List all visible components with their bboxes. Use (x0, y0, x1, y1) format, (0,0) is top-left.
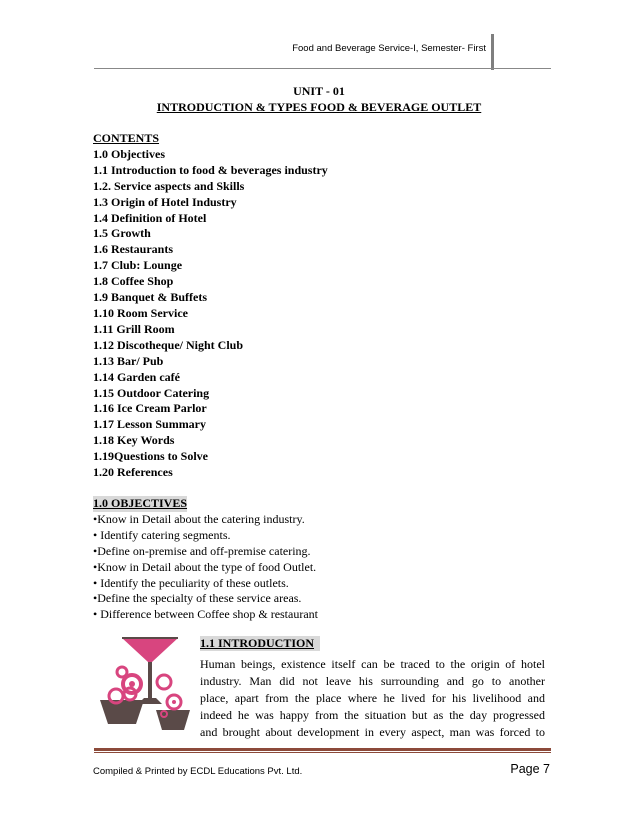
objective-item: • Identify the peculiarity of these outlets. (93, 575, 289, 590)
footer-credit: Compiled & Printed by ECDL Educations Pvt. Ltd. (93, 766, 303, 777)
contents-item: 1.10 Room Service (93, 305, 188, 320)
contents-item: 1.20 References (93, 465, 173, 480)
contents-heading: CONTENTS (93, 131, 160, 145)
unit-number: UNIT - 01 (293, 84, 345, 98)
contents-item: 1.19Questions to Solve (93, 449, 209, 464)
introduction-line: industry. Man did not leave his surrounding and go to another (200, 674, 545, 688)
contents-item: 1.5 Growth (93, 226, 151, 241)
objective-item: •Know in Detail about the catering industry. (93, 511, 305, 526)
contents-item: 1.6 Restaurants (93, 242, 173, 257)
introduction-line: and brought about development in every aspect, man was forced to (200, 725, 545, 739)
contents-item: 1.3 Origin of Hotel Industry (93, 194, 237, 209)
contents-item: 1.16 Ice Cream Parlor (93, 401, 207, 416)
introduction-body (200, 656, 545, 741)
contents-item: 1.13 Bar/ Pub (93, 353, 164, 368)
contents-item: 1.17 Lesson Summary (93, 417, 207, 432)
contents-item: 1.14 Garden café (93, 369, 180, 384)
objective-item: • Identify catering segments. (93, 527, 231, 542)
contents-item: 1.15 Outdoor Catering (93, 385, 210, 400)
footer-rule-thick (94, 748, 551, 751)
header-divider (491, 34, 494, 70)
objective-item: •Know in Detail about the type of food Outlet. (93, 559, 317, 574)
page-number: Page 7 (510, 762, 550, 776)
header-rule (94, 68, 551, 69)
contents-item: 1.2. Service aspects and Skills (93, 178, 245, 193)
contents-item: 1.9 Banquet & Buffets (93, 290, 208, 305)
catering-illustration (92, 632, 192, 736)
objective-item: •Define on-premise and off-premise catering. (93, 543, 311, 558)
contents-item: 1.18 Key Words (93, 433, 175, 448)
objectives-heading: 1.0 OBJECTIVES (93, 496, 188, 510)
introduction-line: Human beings, existence itself can be traced to the origin of hotel (200, 657, 545, 671)
introduction-line: place, apart from the place where he lived for his livelihood and (200, 691, 545, 705)
running-header: Food and Beverage Service-I, Semester- First (292, 43, 486, 54)
unit-title: INTRODUCTION & TYPES FOOD & BEVERAGE OUTLET (156, 100, 482, 114)
introduction-heading: 1.1 INTRODUCTION (200, 636, 320, 651)
contents-item: 1.11 Grill Room (93, 321, 175, 336)
contents-item: 1.8 Coffee Shop (93, 274, 174, 289)
objective-item: •Define the specialty of these service areas. (93, 591, 302, 606)
contents-item: 1.12 Discotheque/ Night Club (93, 337, 244, 352)
contents-item: 1.1 Introduction to food & beverages industry (93, 162, 328, 177)
contents-item: 1.4 Definition of Hotel (93, 210, 207, 225)
contents-item: 1.0 Objectives (93, 146, 165, 161)
footer-rule-thin (94, 752, 551, 753)
contents-item: 1.7 Club: Lounge (93, 258, 183, 273)
contents-section (93, 131, 328, 481)
objectives-section (93, 496, 318, 623)
introduction-line: indeed he was happy from the situation but as the day progressed (200, 708, 545, 722)
objective-item: • Difference between Coffee shop & restaurant (93, 607, 318, 622)
